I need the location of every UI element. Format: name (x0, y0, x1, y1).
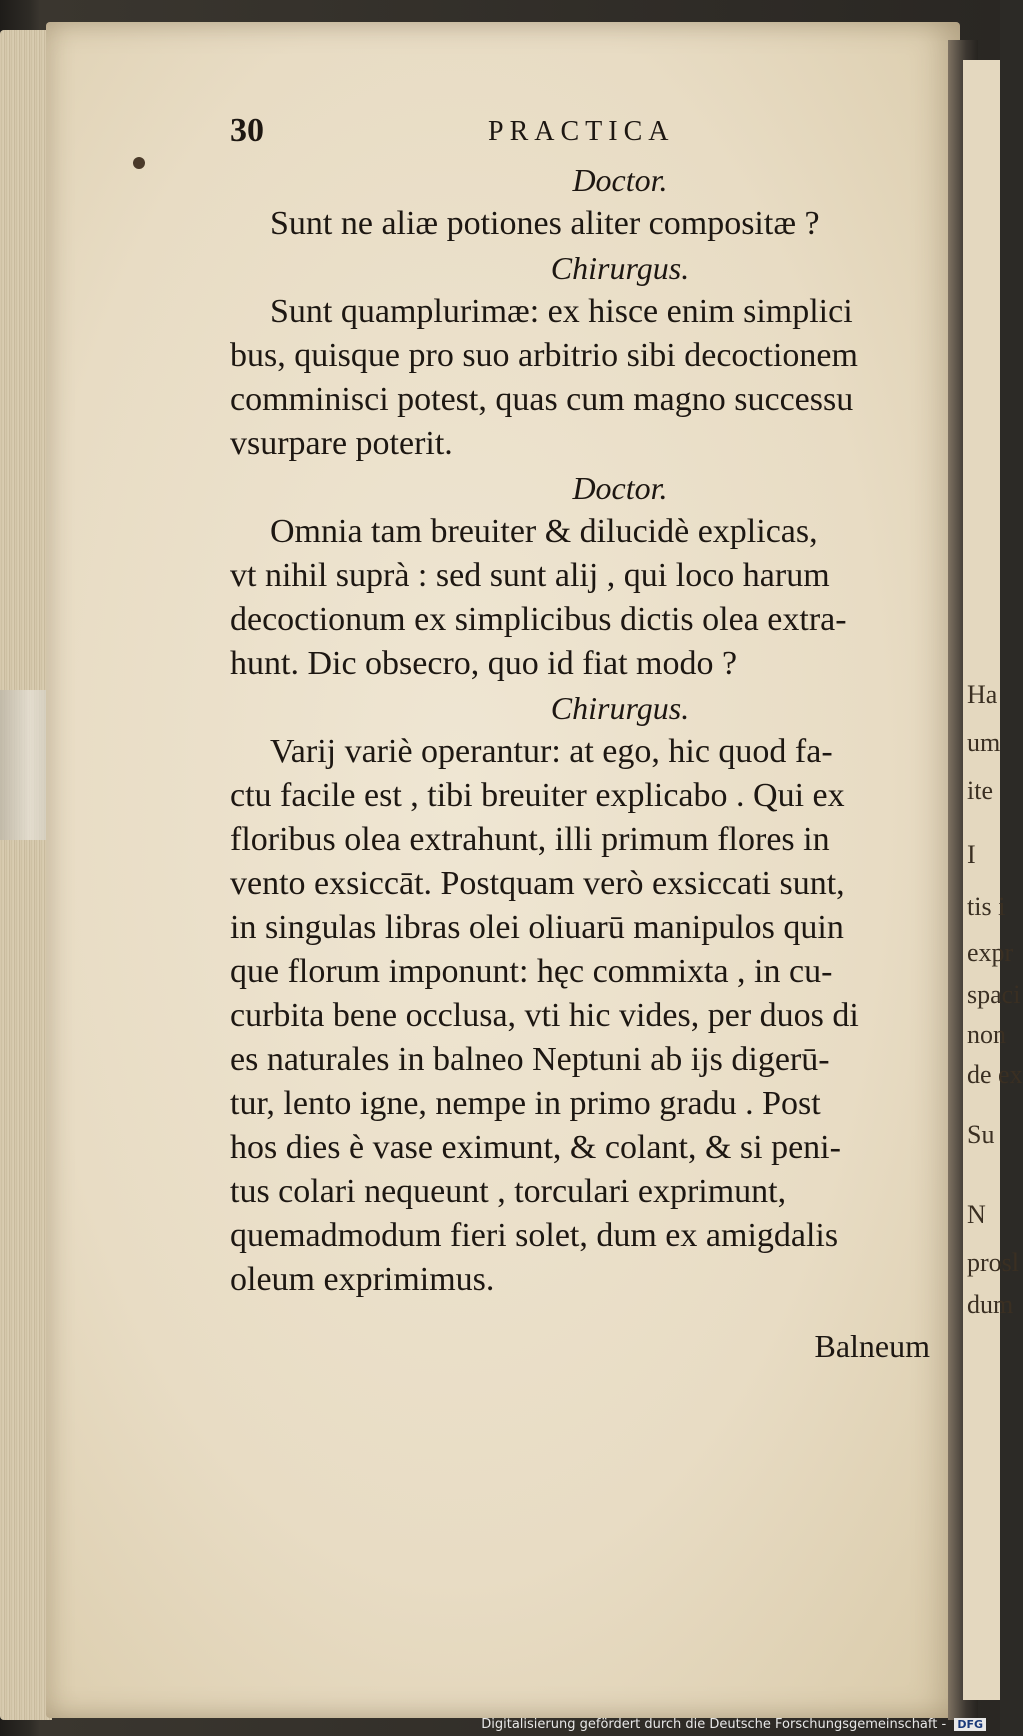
paragraph (230, 510, 930, 686)
text-line: Omnia tam breuiter & dilucidè explicas, (270, 513, 818, 550)
paragraph (230, 202, 930, 246)
text-line: hunt. Dic obsecro, quo id fiat modo ? (230, 645, 738, 682)
text-line: quemadmodum fieri solet, dum ex amigdalis (230, 1217, 839, 1254)
text-line: Varij variè operantur: at ego, hic quod fa- (270, 733, 833, 770)
text-line: tur, lento igne, nempe in primo gradu . Post (230, 1085, 821, 1122)
facing-page-fragment: dum (967, 1290, 1014, 1319)
paragraph (230, 730, 930, 1302)
facing-page-fragment: tis i (967, 892, 1006, 921)
text-line: es naturales in balneo Neptuni ab ijs digerū- (230, 1041, 830, 1078)
speaker-label: Chirurgus. (550, 250, 690, 286)
facing-page-fragment: N (967, 1200, 986, 1229)
facing-page-fragment: I (967, 840, 976, 869)
footer-credit (481, 1717, 986, 1732)
facing-page-fragment: expr (967, 938, 1014, 967)
text-line: hos dies è vase eximunt, & colant, & si peni- (230, 1129, 841, 1166)
text-line: ctu facile est , tibi breuiter explicabo . Qui ex (230, 777, 845, 814)
facing-page-fragment: Ha (967, 680, 998, 709)
page-header (230, 112, 930, 158)
text-line: bus, quisque pro suo arbitrio sibi decoctionem (230, 337, 858, 374)
text-line: curbita bene occlusa, vti hic vides, per duos di (230, 997, 859, 1034)
text-line: oleum exprimimus. (230, 1261, 495, 1298)
text-line: decoctionum ex simplicibus dictis olea extra- (230, 601, 847, 638)
text-line: floribus olea extrahunt, illi primum flores in (230, 821, 830, 858)
facing-page-fragment: Su (967, 1120, 995, 1149)
body-text (230, 158, 930, 1302)
facing-page-fragment: spaci (967, 980, 1021, 1009)
ink-spot (133, 157, 145, 169)
page-text (230, 112, 930, 1368)
footer-credit-text: Digitalisierung gefördert durch die Deutsche Forschungsgemeinschaft - (481, 1717, 947, 1732)
facing-page-fragment: ite (967, 776, 993, 805)
text-line: vsurpare poterit. (230, 425, 453, 462)
running-head: PRACTICA (488, 116, 675, 147)
dfg-logo: DFG (954, 1718, 986, 1731)
text-line: Sunt quamplurimæ: ex hisce enim simplici (270, 293, 853, 330)
speaker-label: Chirurgus. (550, 690, 690, 726)
text-line: in singulas libras olei oliuarū manipulos quin (230, 909, 844, 946)
text-line: comminisci potest, quas cum magno successu (230, 381, 854, 418)
facing-page-fragment: de ex (967, 1060, 1023, 1089)
facing-page-fragment: prosl (967, 1248, 1019, 1277)
text-line: que florum imponunt: hęc commixta , in cu- (230, 953, 833, 990)
facing-page-edge (963, 60, 1023, 1700)
speaker-label: Doctor. (572, 470, 668, 506)
facing-page-fragment: um (967, 728, 1001, 757)
paragraph (230, 290, 930, 466)
book-fore-edge (0, 30, 52, 1720)
page-number: 30 (230, 112, 264, 149)
text-line: tus colari nequeunt , torculari exprimunt, (230, 1173, 787, 1210)
facing-page-fragment: non (967, 1020, 1006, 1049)
text-line: Sunt ne aliæ potiones aliter compositæ ? (270, 205, 820, 242)
text-line: vt nihil suprà : sed sunt alij , qui loco harum (230, 557, 830, 594)
speaker-label: Doctor. (572, 162, 668, 198)
text-line: vento exsiccāt. Postquam verò exsiccati sunt, (230, 865, 845, 902)
catchword: Balneum (814, 1328, 930, 1364)
